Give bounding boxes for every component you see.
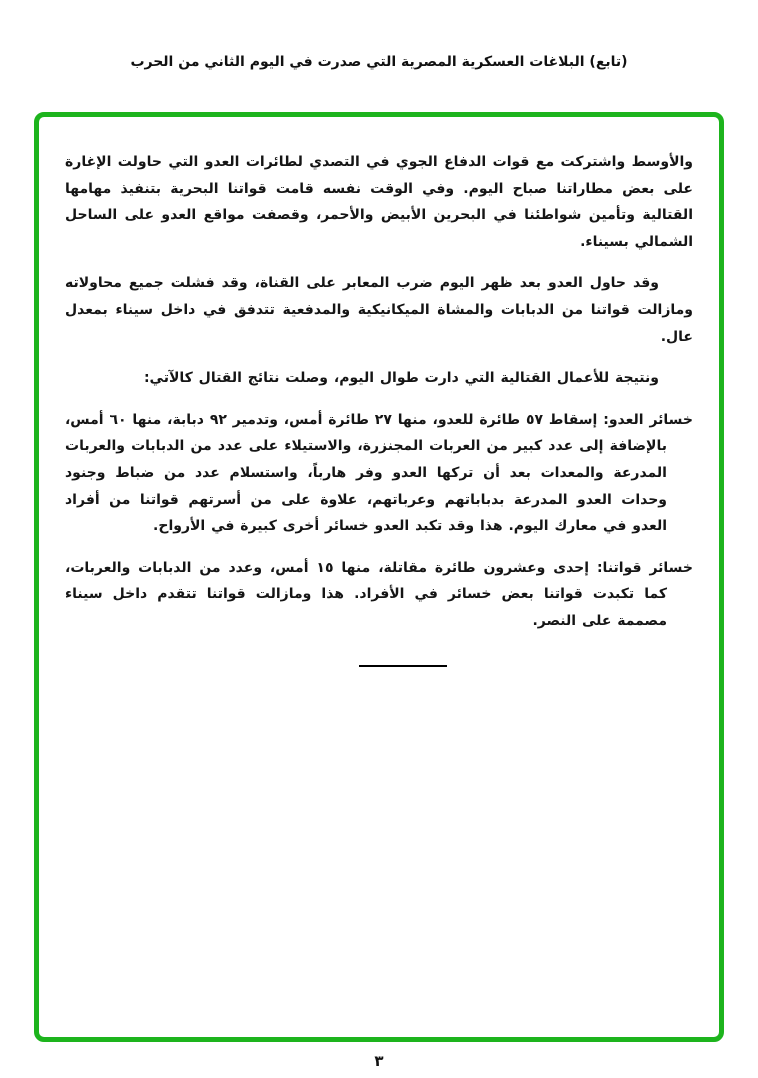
section-divider bbox=[359, 665, 447, 667]
paragraph-our-losses: خسائر قواتنا: إحدى وعشرون طائرة مقاتلة، منها ١٥ أمس، وعدد من الدبابات والعربات، كما تكبدت قواتنا بعض خسائر في الأفراد. هذا ومازالت قواتنا تتقدم داخل سيناء مصممة على النصر. bbox=[65, 559, 693, 629]
paragraph-air-navy-operations: والأوسط واشتركت مع قوات الدفاع الجوي في التصدي لطائرات العدو التي حاولت الإغارة على بعض مطاراتنا صباح اليوم. وفي الوقت نفسه قامت قواتنا البحرية بتنفيذ مهامها القتالية وتأمين شواطئنا في البحرين الأبيض والأحمر، وقصفت مواقع العدو على الساحل الشمالي بسيناء. bbox=[65, 154, 693, 250]
paragraph-canal-crossings: وقد حاول العدو بعد ظهر اليوم ضرب المعابر على القناة، وقد فشلت جميع محاولاته ومازالت قواتنا من الدبابات والمشاة الميكانيكية والمدفعية تتدفق في داخل سيناء بمعدل عال. bbox=[65, 275, 693, 345]
content-frame bbox=[34, 112, 724, 1042]
page-title: (تابع) البلاغات العسكرية المصرية التي صدرت في اليوم الثاني من الحرب bbox=[130, 54, 628, 70]
page-number: ٣ bbox=[374, 1052, 384, 1070]
paragraph-results-intro: ونتيجة للأعمال القتالية التي دارت طوال اليوم، وصلت نتائج القتال كالآتي: bbox=[143, 370, 659, 387]
paragraph-enemy-losses: خسائر العدو: إسقاط ٥٧ طائرة للعدو، منها ٢٧ طائرة أمس، وتدمير ٩٢ دبابة، منها ٦٠ أمس، بالإضافة إلى عدد كبير من العربات المجنزرة، والاستيلاء على عدد من الدبابات والعربات المدرعة والمعدات بعد أن تركها العدو وفر هارباً، واستسلام عدد من ضباط وجنود وحدات العدو المدرعة بدباباتهم وعرباتهم، علاوة على من أسرتهم قواتنا من أفراد العدو في معارك اليوم. هذا وقد تكبد العدو خسائر أخرى كبيرة في الأرواح. bbox=[64, 411, 693, 535]
